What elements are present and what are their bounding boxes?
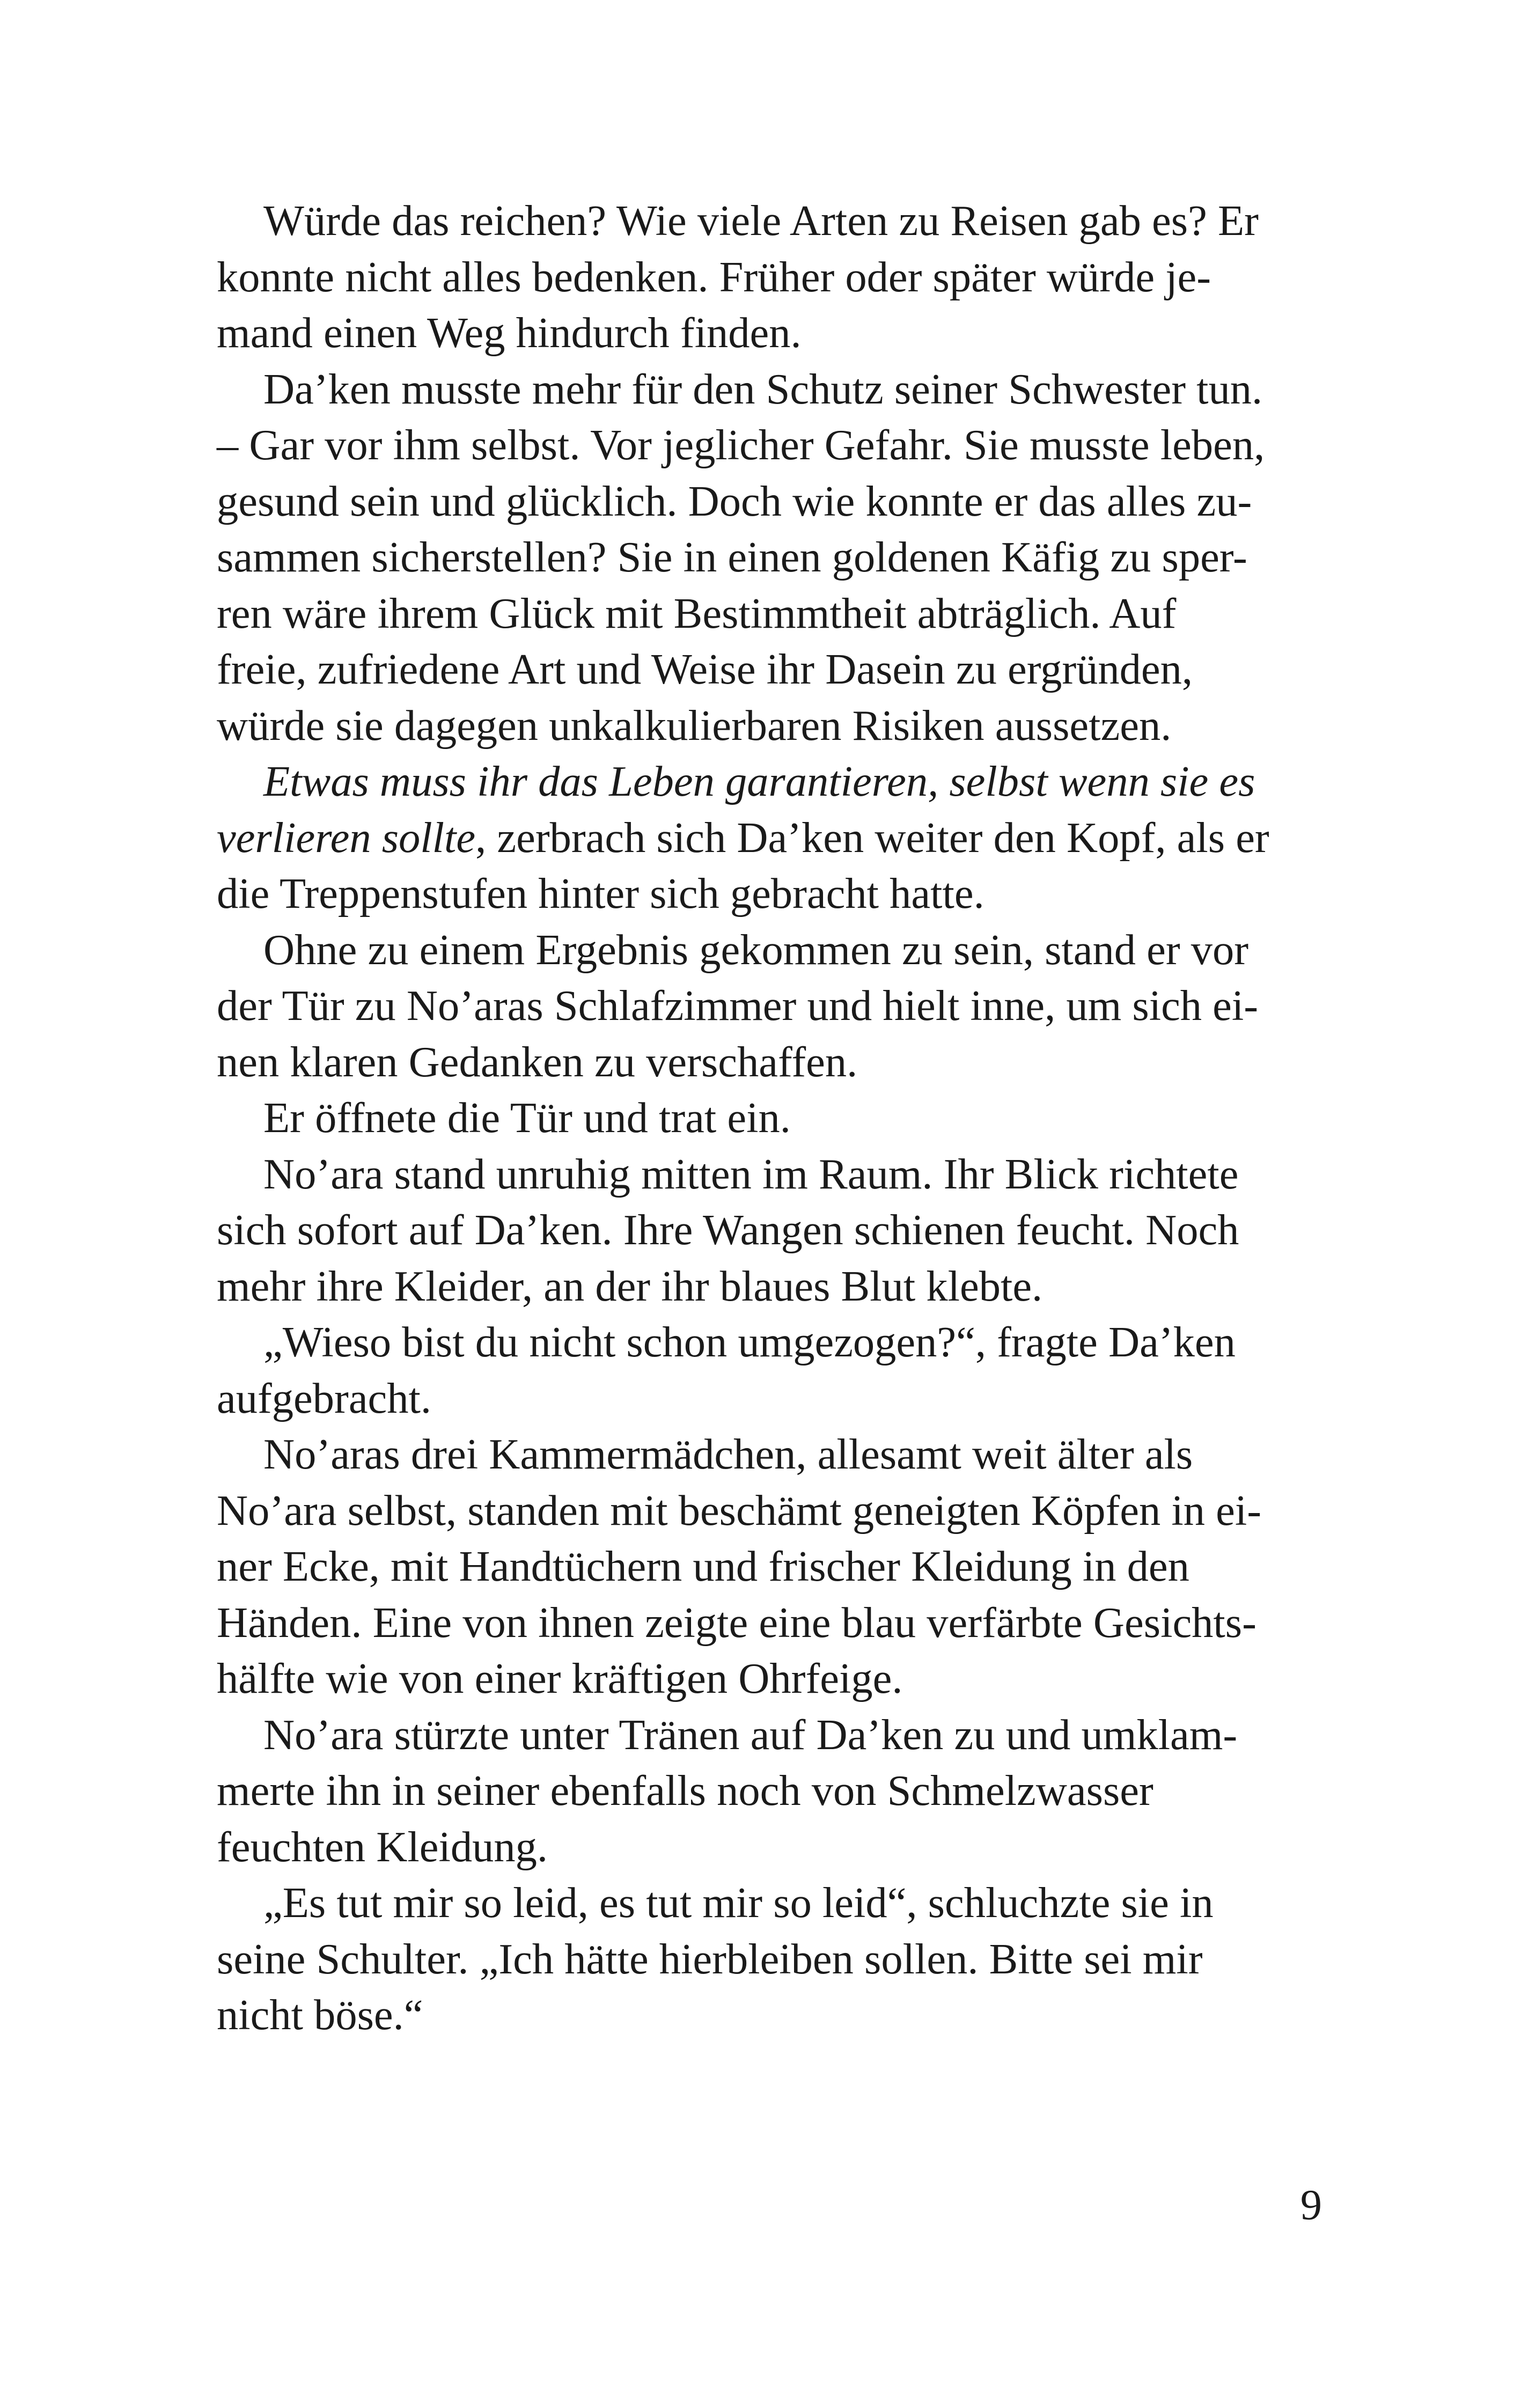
italic-thought: Etwas muss ihr das Leben garantieren, selbst wenn sie es verlieren sollte xyxy=(217,758,1255,862)
paragraph-1: Würde das reichen? Wie viele Arten zu Reisen gab es? Er konnte nicht alles bedenken. Früher oder später würde je- mand einen Weg hindurch finden. xyxy=(217,197,1259,357)
paragraph-10: „Es tut mir so leid, es tut mir so leid“, schluchzte sie in seine Schulter. „Ich hätte hierbleiben sollen. Bitte sei mir nicht böse.“ xyxy=(217,1879,1214,2039)
paragraph-2: Da’ken musste mehr für den Schutz seiner Schwester tun. – Gar vor ihm selbst. Vor jeglicher Gefahr. Sie musste leben, gesund sein und glücklich. Doch wie konnte er das alles zu- sammen sicherstellen? Sie in einen goldenen Käfig zu sper- ren wäre ihrem Glück mit Bestimmtheit abträglich. Auf freie, zufriedene Art und Weise ihr Dasein zu ergründen, würde sie dagegen unkalkulierbaren Risiken aussetzen. xyxy=(217,365,1265,750)
body-text xyxy=(217,193,1322,2044)
paragraph-7: „Wieso bist du nicht schon umgezogen?“, fragte Da’ken aufgebracht. xyxy=(217,1318,1236,1422)
paragraph-5: Er öffnete die Tür und trat ein. xyxy=(263,1094,791,1142)
paragraph-6: No’ara stand unruhig mitten im Raum. Ihr Blick richtete sich sofort auf Da’ken. Ihre Wangen schienen feucht. Noch mehr ihre Kleider, an der ihr blaues Blut klebte. xyxy=(217,1150,1239,1310)
paragraph-4: Ohne zu einem Ergebnis gekommen zu sein, stand er vor der Tür zu No’aras Schlafzimmer und hielt inne, um sich ei- nen klaren Gedanken zu verschaffen. xyxy=(217,926,1259,1086)
paragraph-8: No’aras drei Kammermädchen, allesamt weit älter als No’ara selbst, standen mit beschämt geneigten Köpfen in ei- ner Ecke, mit Handtüchern und frischer Kleidung in den Händen. Eine von ihnen zeigte eine blau verfärbte Gesichts- hälfte wie von einer kräftigen Ohrfeige. xyxy=(217,1430,1262,1702)
page-number: 9 xyxy=(1300,2181,1322,2229)
paragraph-3-rest: , zerbrach sich Da’ken weiter den Kopf, als er die Treppenstufen hinter sich gebracht hatte. xyxy=(217,813,1269,917)
paragraph-3 xyxy=(217,754,1322,922)
paragraph-9: No’ara stürzte unter Tränen auf Da’ken zu und umklam- merte ihn in seiner ebenfalls noch von Schmelzwasser feuchten Kleidung. xyxy=(217,1710,1238,1871)
